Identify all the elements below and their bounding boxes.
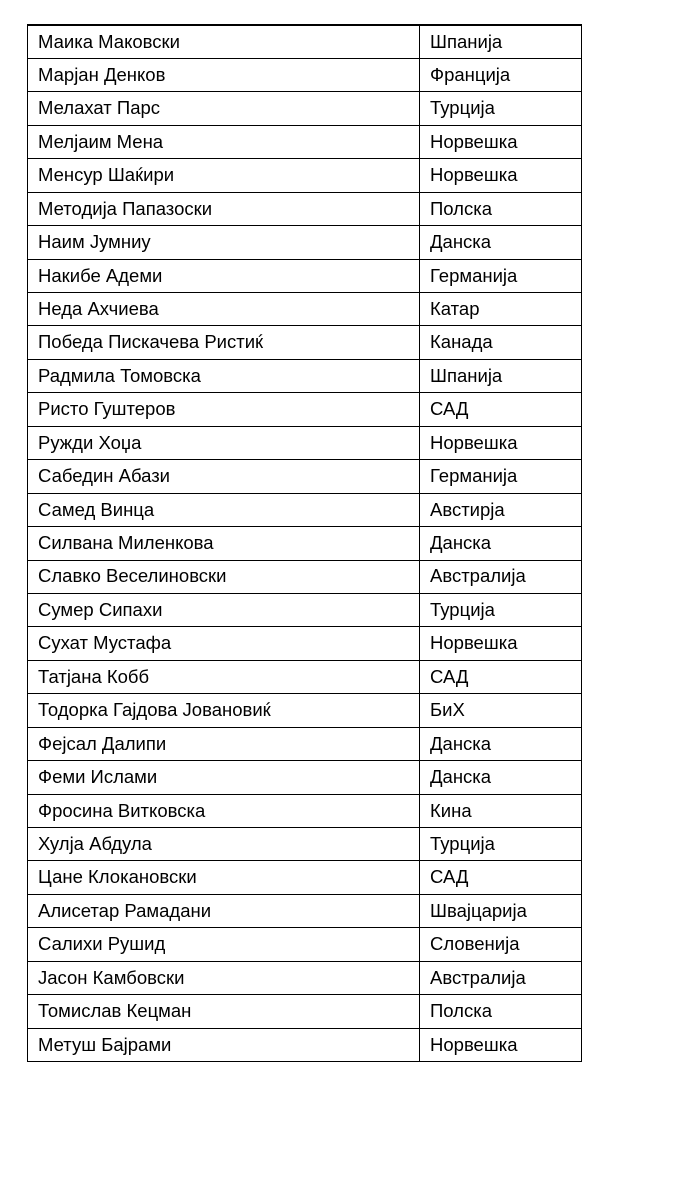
person-name-cell: Самед Винца [28,493,420,526]
country-cell: Турција [420,593,582,626]
country-cell: Норвешка [420,627,582,660]
person-name-cell: Сумер Сипахи [28,593,420,626]
table-row [28,359,582,392]
country-cell: Норвешка [420,1028,582,1061]
table-row [28,627,582,660]
table-row [28,727,582,760]
person-name-cell: Маика Маковски [28,25,420,58]
country-cell: Шпанија [420,359,582,392]
person-name-cell: Методија Папазоски [28,192,420,225]
person-name-cell: Алисетар Рамадани [28,894,420,927]
country-cell: Канада [420,326,582,359]
country-cell: Норвешка [420,159,582,192]
country-cell: Австралија [420,961,582,994]
person-name-cell: Неда Ахчиева [28,293,420,326]
person-name-cell: Фросина Витковска [28,794,420,827]
country-cell: Германија [420,259,582,292]
country-cell: Полска [420,995,582,1028]
table-row [28,493,582,526]
table-row [28,1028,582,1061]
table-row [28,660,582,693]
person-name-cell: Радмила Томовска [28,359,420,392]
country-cell: Франција [420,58,582,91]
table-row [28,694,582,727]
table-row [28,125,582,158]
person-name-cell: Сабедин Абази [28,460,420,493]
country-cell: Словенија [420,928,582,961]
table-row [28,426,582,459]
table-row [28,794,582,827]
person-name-cell: Накибе Адеми [28,259,420,292]
person-name-cell: Мелахат Парс [28,92,420,125]
table-row [28,58,582,91]
country-cell: Катар [420,293,582,326]
country-cell: Данска [420,527,582,560]
table-row [28,961,582,994]
table-row [28,560,582,593]
table-row [28,593,582,626]
table-row [28,828,582,861]
country-cell: Германија [420,460,582,493]
table-row [28,226,582,259]
country-cell: Турција [420,92,582,125]
table-row [28,460,582,493]
country-cell: САД [420,861,582,894]
person-name-cell: Феми Ислами [28,761,420,794]
table-body [28,25,582,1062]
person-name-cell: Силвана Миленкова [28,527,420,560]
table-row [28,995,582,1028]
table-row [28,92,582,125]
table-row [28,761,582,794]
table-row [28,527,582,560]
person-name-cell: Цане Клокановски [28,861,420,894]
country-cell: Данска [420,727,582,760]
country-cell: Австралија [420,560,582,593]
country-cell: Норвешка [420,125,582,158]
country-cell: Турција [420,828,582,861]
table-row [28,192,582,225]
table-row [28,293,582,326]
country-cell: Кина [420,794,582,827]
country-cell: Полска [420,192,582,225]
person-name-cell: Победа Пискачева Ристиќ [28,326,420,359]
person-name-cell: Тодорка Гајдова Јовановиќ [28,694,420,727]
person-name-cell: Менсур Шаќири [28,159,420,192]
country-cell: Шпанија [420,25,582,58]
person-name-cell: Мелјаим Мена [28,125,420,158]
table-row [28,894,582,927]
country-cell: БиХ [420,694,582,727]
country-cell: Швајцарија [420,894,582,927]
country-cell: САД [420,660,582,693]
person-name-cell: Салихи Рушид [28,928,420,961]
table-row [28,861,582,894]
country-cell: Австирја [420,493,582,526]
country-cell: Данска [420,761,582,794]
country-cell: Данска [420,226,582,259]
person-name-cell: Татјана Кобб [28,660,420,693]
person-name-cell: Фејсал Далипи [28,727,420,760]
country-cell: Норвешка [420,426,582,459]
country-cell: САД [420,393,582,426]
table-row [28,928,582,961]
person-name-cell: Метуш Бајрами [28,1028,420,1061]
person-name-cell: Ружди Хоџа [28,426,420,459]
table-row [28,326,582,359]
person-name-cell: Марјан Денков [28,58,420,91]
person-name-cell: Славко Веселиновски [28,560,420,593]
table-row [28,159,582,192]
names-table [27,24,582,1062]
person-name-cell: Ристо Гуштеров [28,393,420,426]
person-name-cell: Сухат Мустафа [28,627,420,660]
person-name-cell: Томислав Кецман [28,995,420,1028]
table-row [28,393,582,426]
table-row [28,259,582,292]
table-row [28,25,582,58]
person-name-cell: Јасон Камбовски [28,961,420,994]
person-name-cell: Хулја Абдула [28,828,420,861]
person-name-cell: Наим Јумниу [28,226,420,259]
